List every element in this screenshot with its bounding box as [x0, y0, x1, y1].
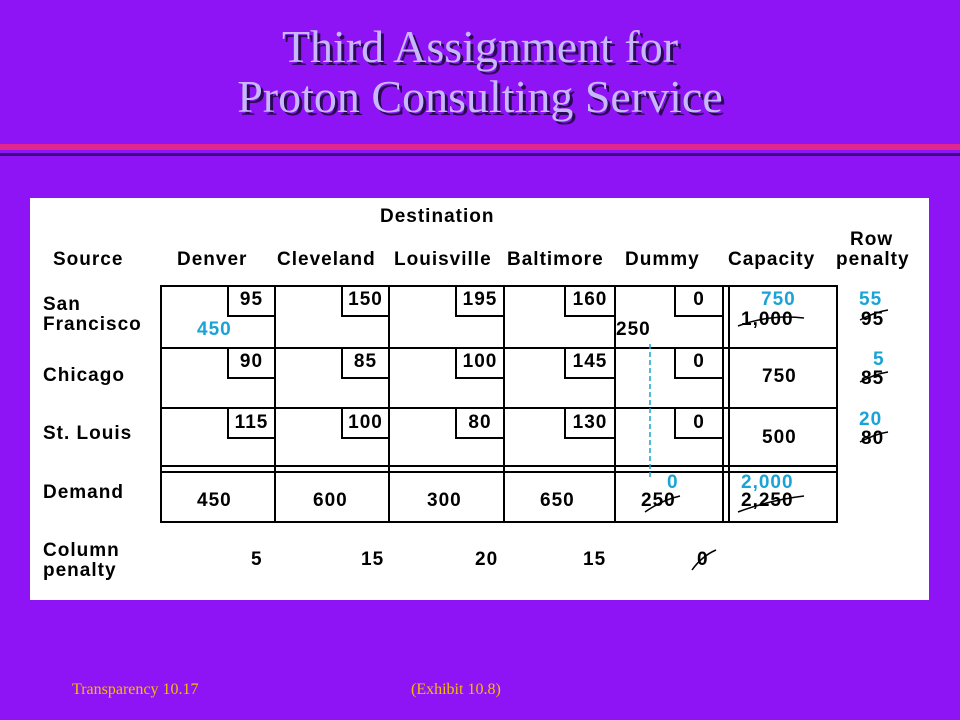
col-penalty-baltimore: 15 [583, 549, 607, 570]
transportation-table [30, 198, 929, 600]
total-new: 2,000 [741, 472, 794, 493]
row-label-penalty: penalty [43, 560, 117, 581]
footer-exhibit: (Exhibit 10.8) [411, 681, 501, 698]
cost-sf-baltimore: 160 [572, 289, 608, 310]
cost-chicago-baltimore: 145 [572, 351, 608, 372]
destination-header: Destination [380, 206, 495, 227]
demand-dummy-old: 250 [641, 490, 676, 511]
source-header: Source [53, 249, 124, 270]
col-penalty-dummy: 0 [697, 549, 709, 570]
row-penalty-stlouis-new: 20 [859, 409, 883, 430]
allocation-sf-denver: 450 [197, 319, 232, 340]
col-penalty-louisville: 20 [475, 549, 499, 570]
cost-sf-cleveland: 150 [348, 289, 383, 310]
cost-stlouis-dummy: 0 [693, 412, 705, 433]
col-penalty-cleveland: 15 [361, 549, 385, 570]
cost-sf-louisville: 195 [462, 289, 498, 310]
row-label-san: San [43, 294, 81, 315]
title-rule-shadow [0, 153, 960, 156]
demand-louisville: 300 [427, 490, 462, 511]
row-label-francisco: Francisco [43, 314, 142, 335]
row-penalty-chicago-new: 5 [873, 349, 885, 370]
allocation-sf-dummy: 250 [616, 319, 651, 340]
row-penalty-sf-new: 55 [859, 289, 883, 310]
cost-sf-denver: 95 [239, 289, 264, 310]
cost-stlouis-cleveland: 100 [348, 412, 383, 433]
row-penalty-chicago-old: 85 [861, 368, 885, 389]
cost-stlouis-denver: 115 [234, 412, 269, 433]
col-penalty-denver: 5 [251, 549, 263, 570]
cost-stlouis-louisville: 80 [468, 412, 492, 433]
row-label-demand: Demand [43, 482, 124, 503]
row-penalty-header-1: Row [850, 229, 894, 250]
title-line-2: Proton Consulting Service [237, 71, 723, 122]
col-header-denver: Denver [177, 249, 248, 270]
cost-stlouis-baltimore: 130 [572, 412, 608, 433]
capacity-sf-new: 750 [761, 289, 796, 310]
row-label-chicago: Chicago [43, 365, 125, 386]
col-header-capacity: Capacity [728, 249, 816, 270]
cost-chicago-louisville: 100 [462, 351, 498, 372]
title-rule [0, 144, 960, 150]
row-label-st-louis: St. Louis [43, 423, 133, 444]
row-penalty-stlouis-old: 80 [861, 428, 885, 449]
cost-chicago-cleveland: 85 [353, 351, 378, 372]
demand-baltimore: 650 [540, 490, 575, 511]
demand-cleveland: 600 [313, 490, 348, 511]
cost-chicago-dummy: 0 [693, 351, 705, 372]
row-label-column: Column [43, 540, 120, 561]
title-line-1: Third Assignment for [281, 21, 679, 72]
total-old: 2,250 [741, 490, 794, 511]
capacity-stlouis: 500 [762, 427, 797, 448]
row-penalty-header-2: penalty [836, 249, 910, 270]
footer-transparency: Transparency 10.17 [72, 681, 199, 698]
capacity-sf-old: 1,000 [741, 309, 794, 330]
col-header-dummy: Dummy [625, 249, 700, 270]
capacity-chicago: 750 [762, 366, 797, 387]
row-penalty-sf-old: 95 [861, 309, 885, 330]
demand-dummy-new: 0 [667, 472, 679, 493]
demand-denver: 450 [197, 490, 232, 511]
cost-chicago-denver: 90 [239, 351, 264, 372]
col-header-baltimore: Baltimore [507, 249, 604, 270]
slide-title [0, 22, 960, 122]
col-header-cleveland: Cleveland [277, 249, 376, 270]
cost-sf-dummy: 0 [693, 289, 705, 310]
col-header-louisville: Louisville [394, 249, 492, 270]
